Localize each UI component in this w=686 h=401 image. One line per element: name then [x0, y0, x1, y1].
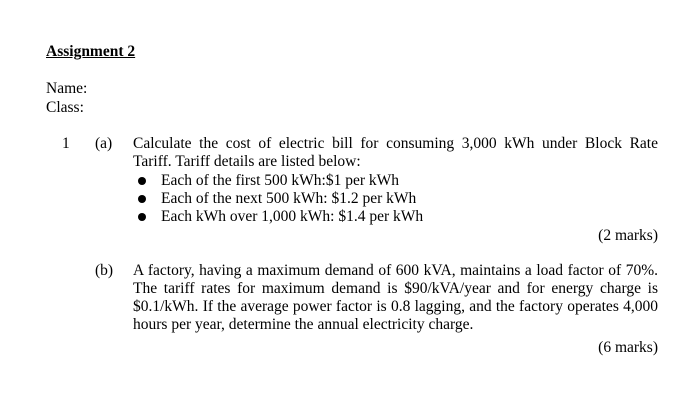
part-a-line: Tariff. Tariff details are listed below: — [133, 153, 361, 170]
part-a-text — [133, 135, 658, 171]
tariff-item-text: Each of the next 500 kWh: $1.2 per kWh — [161, 190, 417, 207]
tariff-item-text: Each of the first 500 kWh:$1 per kWh — [161, 172, 400, 189]
part-b-line: hours per year, determine the annual electricity charge. — [133, 316, 474, 333]
bullet-icon — [138, 195, 146, 203]
part-b-line: $0.1/kWh. If the average power factor is 0.8 lagging, and the factory operates 4,000 — [133, 298, 658, 315]
assignment-title: Assignment 2 — [46, 43, 136, 60]
tariff-item — [133, 208, 423, 226]
part-b-label: (b) — [95, 262, 114, 279]
tariff-item — [133, 190, 423, 208]
tariff-item-text: Each kWh over 1,000 kWh: $1.4 per kWh — [161, 208, 424, 225]
part-b-marks: (6 marks) — [598, 339, 658, 356]
tariff-item — [133, 172, 423, 190]
class-label: Class: — [46, 99, 84, 116]
question-number: 1 — [62, 135, 70, 152]
bullet-icon — [138, 177, 146, 185]
part-b-line: The tariff rates for maximum demand is $90/kVA/year and for energy charge is — [133, 280, 658, 297]
tariff-list — [133, 172, 423, 226]
part-a-marks: (2 marks) — [598, 227, 658, 244]
part-a-label: (a) — [95, 135, 113, 152]
part-b-text — [133, 262, 658, 334]
part-a-line: Calculate the cost of electric bill for consuming 3,000 kWh under Block Rate — [133, 135, 658, 152]
part-b-line: A factory, having a maximum demand of 600 kVA, maintains a load factor of 70%. — [133, 262, 658, 279]
name-label: Name: — [46, 80, 88, 97]
bullet-icon — [138, 213, 146, 221]
